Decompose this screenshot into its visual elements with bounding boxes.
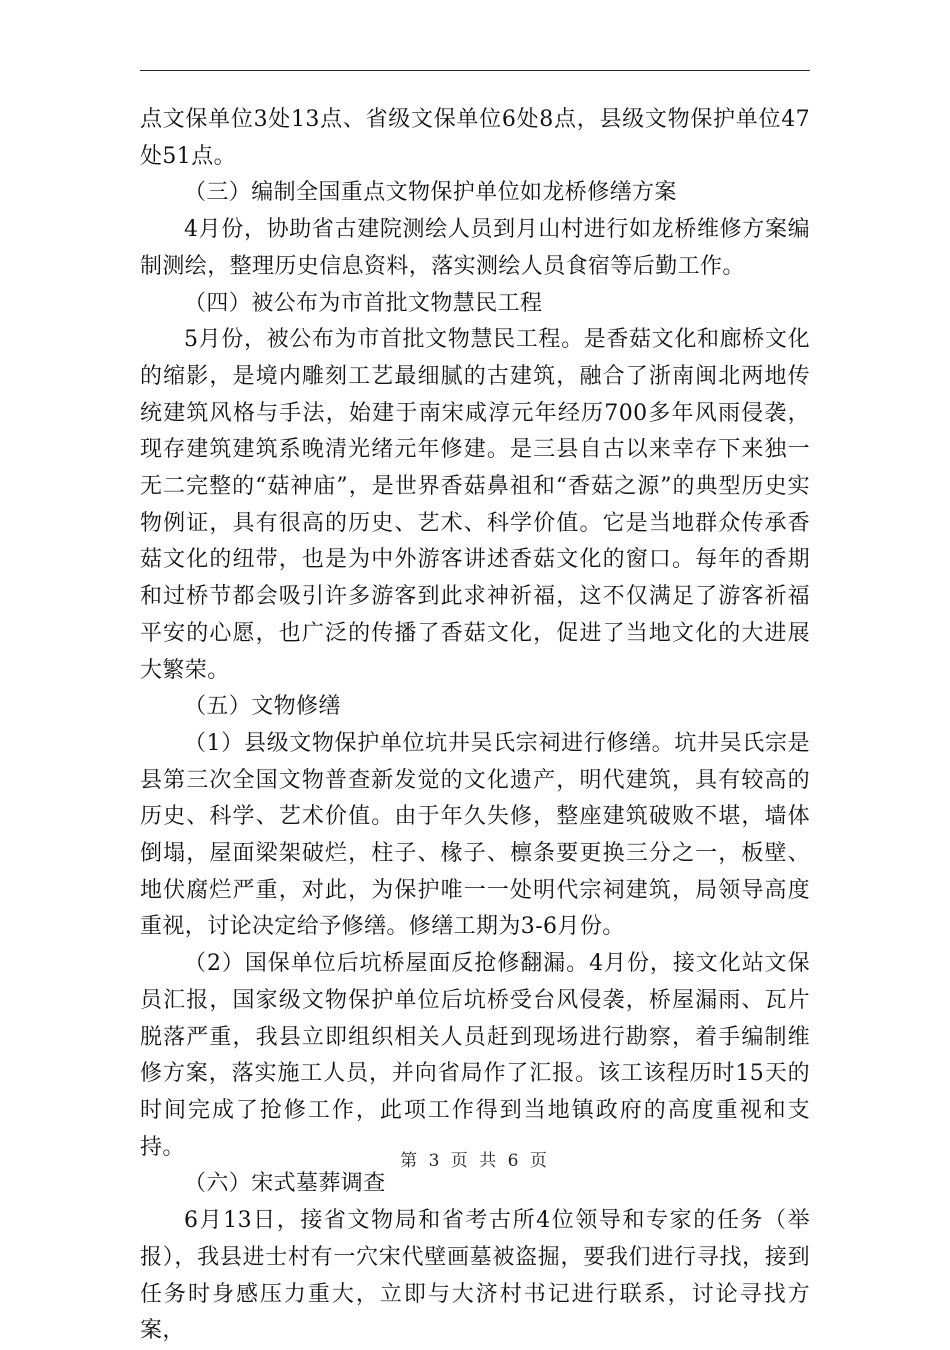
paragraph-houkeng-bridge: （2）国保单位后坑桥屋面反抢修翻漏。4月份，接文化站文保员汇报，国家级文物保护单位后坑桥受台风侵袭，桥屋漏雨、瓦片脱落严重，我县立即组织相关人员赶到现场进行勘察，着手编制维修方案，落实施工人员，并向省局作了汇报。该工该程历时15天的时间完成了抢修工作，此项工作得到当地镇政府的高度重视和支持。 (140, 951, 810, 1160)
paragraph-song-tomb: 6月13日，接省文物局和省考古所4位领导和专家的任务（举报），我县进士村有一穴宋代壁画墓被盗掘，要我们进行寻找，接到任务时身感压力重大，立即与大济村书记进行联系，讨论寻找方案， (140, 1208, 810, 1344)
header-rule (140, 70, 810, 71)
paragraph-mushroom-temple: 5月份，被公布为市首批文物慧民工程。是香菇文化和廊桥文化的缩影，是境内雕刻工艺最细腻的古建筑，融合了浙南闽北两地传统建筑风格与手法，始建于南宋咸淳元年经历700多年风雨侵袭，现存建筑建筑系晚清光绪元年修建。是三县自古以来幸存下来独一无二完整的“菇神庙”，是世界香菇鼻祖和“香菇之源”的典型历史实物例证，具有很高的历史、艺术、科学价值。它是当地群众传承香菇文化的纽带，也是为中外游客讲述香菇文化的窗口。每年的香期和过桥节都会吸引许多游客到此求神祈福，这不仅满足了游客祈福平安的心愿，也广泛的传播了香菇文化，促进了当地文化的大进展大繁荣。 (140, 327, 810, 683)
page-footer: 第 3 页 共 6 页 (400, 1151, 550, 1171)
paragraph-rulong-bridge: 4月份，协助省古建院测绘人员到月山村进行如龙桥维修方案编制测绘，整理历史信息资料，落实测绘人员食宿等后勤工作。 (140, 217, 810, 279)
section-heading-3: （三）编制全国重点文物保护单位如龙桥修缮方案 (184, 180, 677, 206)
paragraph-continuation: 点文保单位3处13点、省级文保单位6处8点，县级文物保护单位47处51点。 (140, 107, 810, 169)
section-heading-4: （四）被公布为市首批文物慧民工程 (184, 290, 543, 316)
paragraph-wu-ancestral-hall: （1）县级文物保护单位坑井吴氏宗祠进行修缮。坑井吴氏宗是县第三次全国文物普查新发觉的文化遗产，明代建筑，具有较高的历史、科学、艺术价值。由于年久失修，整座建筑破败不堪，墙体倒塌，屋面梁架破烂，柱子、椽子、檩条要更换三分之一，板壁、地伏腐烂严重，对此，为保护唯一一处明代宗祠建筑，局领导高度重视，讨论决定给予修缮。修缮工期为3-6月份。 (140, 730, 810, 940)
section-heading-6: （六）宋式墓葬调查 (184, 1171, 386, 1197)
section-heading-5: （五）文物修缮 (184, 694, 341, 720)
